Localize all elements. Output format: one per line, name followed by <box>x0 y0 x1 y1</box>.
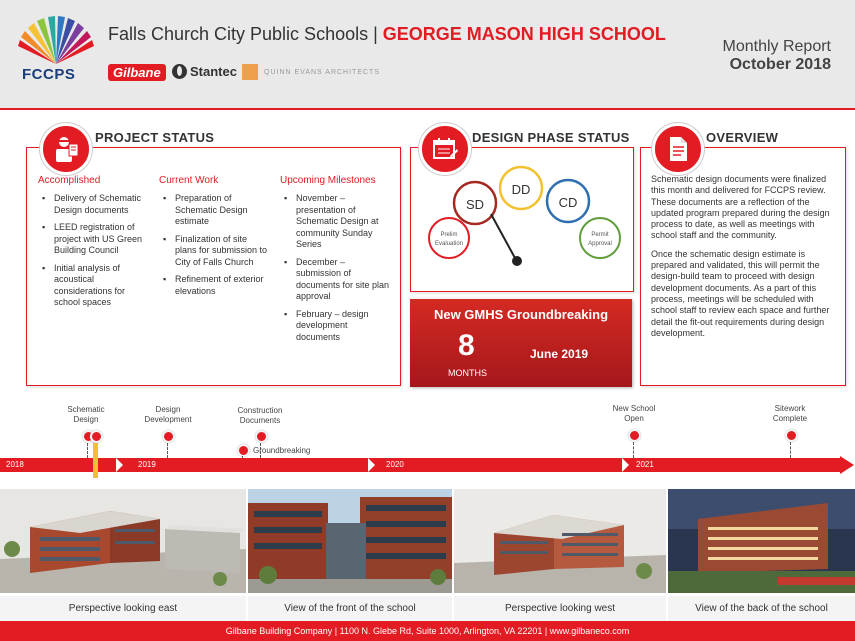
timeline-bar <box>0 458 840 472</box>
groundbreaking-date: June 2019 <box>530 347 589 361</box>
current-work-column <box>159 175 271 303</box>
fccps-logo-text: FCCPS <box>22 66 76 83</box>
gilbane-logo: Gilbane <box>108 64 166 81</box>
footer: Gilbane Building Company | 1100 N. Glebe Rd, Suite 1000, Arlington, VA 22201 | www.gilbaneco.com <box>0 621 855 641</box>
permit-approval-circle <box>580 218 620 258</box>
list-item: ▪ Refinement of exterior elevations <box>175 274 271 297</box>
upcoming-milestones-column <box>280 175 392 349</box>
milestone-pin-line <box>260 443 261 458</box>
milestone-pin <box>255 430 268 443</box>
milestone-pin-line <box>242 456 243 458</box>
milestone-pin-line <box>633 442 634 458</box>
district-name: Falls Church City Public Schools | <box>108 24 378 44</box>
milestone-design-development: Design Development <box>144 405 192 424</box>
overview-text <box>651 174 837 346</box>
list-item: ▪ February – design development documents <box>296 309 392 344</box>
timeline-chevron-icon <box>622 458 629 472</box>
timeline-year: 2019 <box>138 460 156 469</box>
list-item: ▪ Delivery of Schematic Design documents <box>54 193 150 216</box>
list-item: ▪ Finalization of site plans for submission to City of Falls Church <box>175 234 271 269</box>
milestone-pin <box>628 429 641 442</box>
caption-back-of-school: View of the back of the school <box>668 596 855 622</box>
milestone-pin <box>162 430 175 443</box>
caption-front-of-school: View of the front of the school <box>248 596 452 622</box>
svg-text:Approval: Approval <box>588 241 612 247</box>
photo-back-of-school <box>668 489 855 593</box>
quinn-evans-logo <box>242 64 380 80</box>
timeline-arrow-icon <box>840 456 854 474</box>
caption-perspective-east: Perspective looking east <box>0 596 246 622</box>
timeline-year: 2018 <box>6 460 24 469</box>
sd-label: SD <box>465 197 485 212</box>
timeline-year: 2020 <box>386 460 404 469</box>
timeline-year: 2021 <box>636 460 654 469</box>
upcoming-milestones-heading: Upcoming Milestones <box>280 175 376 186</box>
milestone-pin-line <box>87 443 88 458</box>
current-work-heading: Current Work <box>159 175 219 186</box>
timeline-chevron-icon <box>116 458 123 472</box>
milestone-pin-line <box>167 443 168 458</box>
prelim-evaluation-circle <box>429 218 469 258</box>
milestone-new-school-open: New School Open <box>612 404 656 423</box>
svg-text:Evaluation: Evaluation <box>434 241 464 247</box>
accomplished-column <box>38 175 150 315</box>
accomplished-heading: Accomplished <box>38 175 101 186</box>
photo-front-of-school <box>248 489 452 593</box>
dd-label: DD <box>511 182 531 197</box>
cd-label: CD <box>558 195 578 210</box>
groundbreaking-months-unit: MONTHS <box>448 368 487 378</box>
milestone-pin <box>237 444 250 457</box>
header-divider <box>0 108 855 110</box>
timeline-chevron-icon <box>368 458 375 472</box>
svg-text:Permit: Permit <box>591 232 609 238</box>
report-label: Monthly Report <box>722 38 831 55</box>
svg-text:Prelim: Prelim <box>440 232 458 238</box>
design-phase-gauge <box>411 150 631 288</box>
report-info <box>723 38 832 74</box>
stantec-logo <box>172 64 237 79</box>
groundbreaking-title: New GMHS Groundbreaking <box>433 307 609 322</box>
groundbreaking-countdown <box>410 299 632 387</box>
list-item: ▪ December – submission of documents for site plan approval <box>296 257 392 303</box>
page-title <box>108 24 666 45</box>
stantec-name: Stantec <box>190 64 237 79</box>
fccps-book-logo-icon <box>16 14 96 66</box>
milestone-schematic-design: Schematic Design <box>67 405 105 424</box>
overview-title: OVERVIEW <box>706 130 779 145</box>
gauge-needle-hub <box>512 256 522 266</box>
list-item: ▪ LEED registration of project with US Green Building Council <box>54 222 150 257</box>
list-item: ▪ Initial analysis of acoustical considerations for school spaces <box>54 263 150 309</box>
stantec-mark-icon <box>172 64 187 79</box>
overview-paragraph: Schematic design documents were finalized this month and delivered for FCCPS review. These documents are a reflection of the updated program prepared during the design process to date, as well as meetings with school staff and the community. <box>651 174 830 241</box>
school-name: GEORGE MASON HIGH SCHOOL <box>382 24 666 44</box>
workers-icon <box>40 123 92 175</box>
list-item: ▪ November – presentation of Schematic Design at community Sunday Series <box>296 193 392 251</box>
milestone-pin <box>785 429 798 442</box>
quinn-evans-name: QUINN EVANS ARCHITECTS <box>264 68 380 76</box>
photo-perspective-west <box>454 489 666 593</box>
caption-perspective-west: Perspective looking west <box>454 596 666 622</box>
gauge-needle <box>491 214 515 258</box>
project-status-title: PROJECT STATUS <box>95 130 215 145</box>
milestone-groundbreaking: Groundbreaking <box>253 446 311 455</box>
report-month: October 2018 <box>729 56 831 73</box>
document-icon <box>652 123 704 175</box>
milestone-pin-line <box>790 442 791 458</box>
overview-paragraph: Once the schematic design estimate is prepared and validated, this will permit the design-build team to proceed with design development documents. As a part of this process, meetings will be scheduled with school staff to review each space and further detail the fit-out requirements during design development. <box>651 248 830 338</box>
milestone-construction-documents: Construction Documents <box>237 406 283 425</box>
milestone-pin <box>90 430 103 443</box>
design-phase-title: DESIGN PHASE STATUS <box>472 130 630 145</box>
progress-marker <box>93 440 98 478</box>
milestone-sitework-complete: Sitework Complete <box>772 404 808 423</box>
photo-perspective-east <box>0 489 246 593</box>
list-item: ▪ Preparation of Schematic Design estimate <box>175 193 271 228</box>
groundbreaking-months-number: 8 <box>458 329 475 362</box>
quinn-evans-mark-icon <box>242 64 258 80</box>
